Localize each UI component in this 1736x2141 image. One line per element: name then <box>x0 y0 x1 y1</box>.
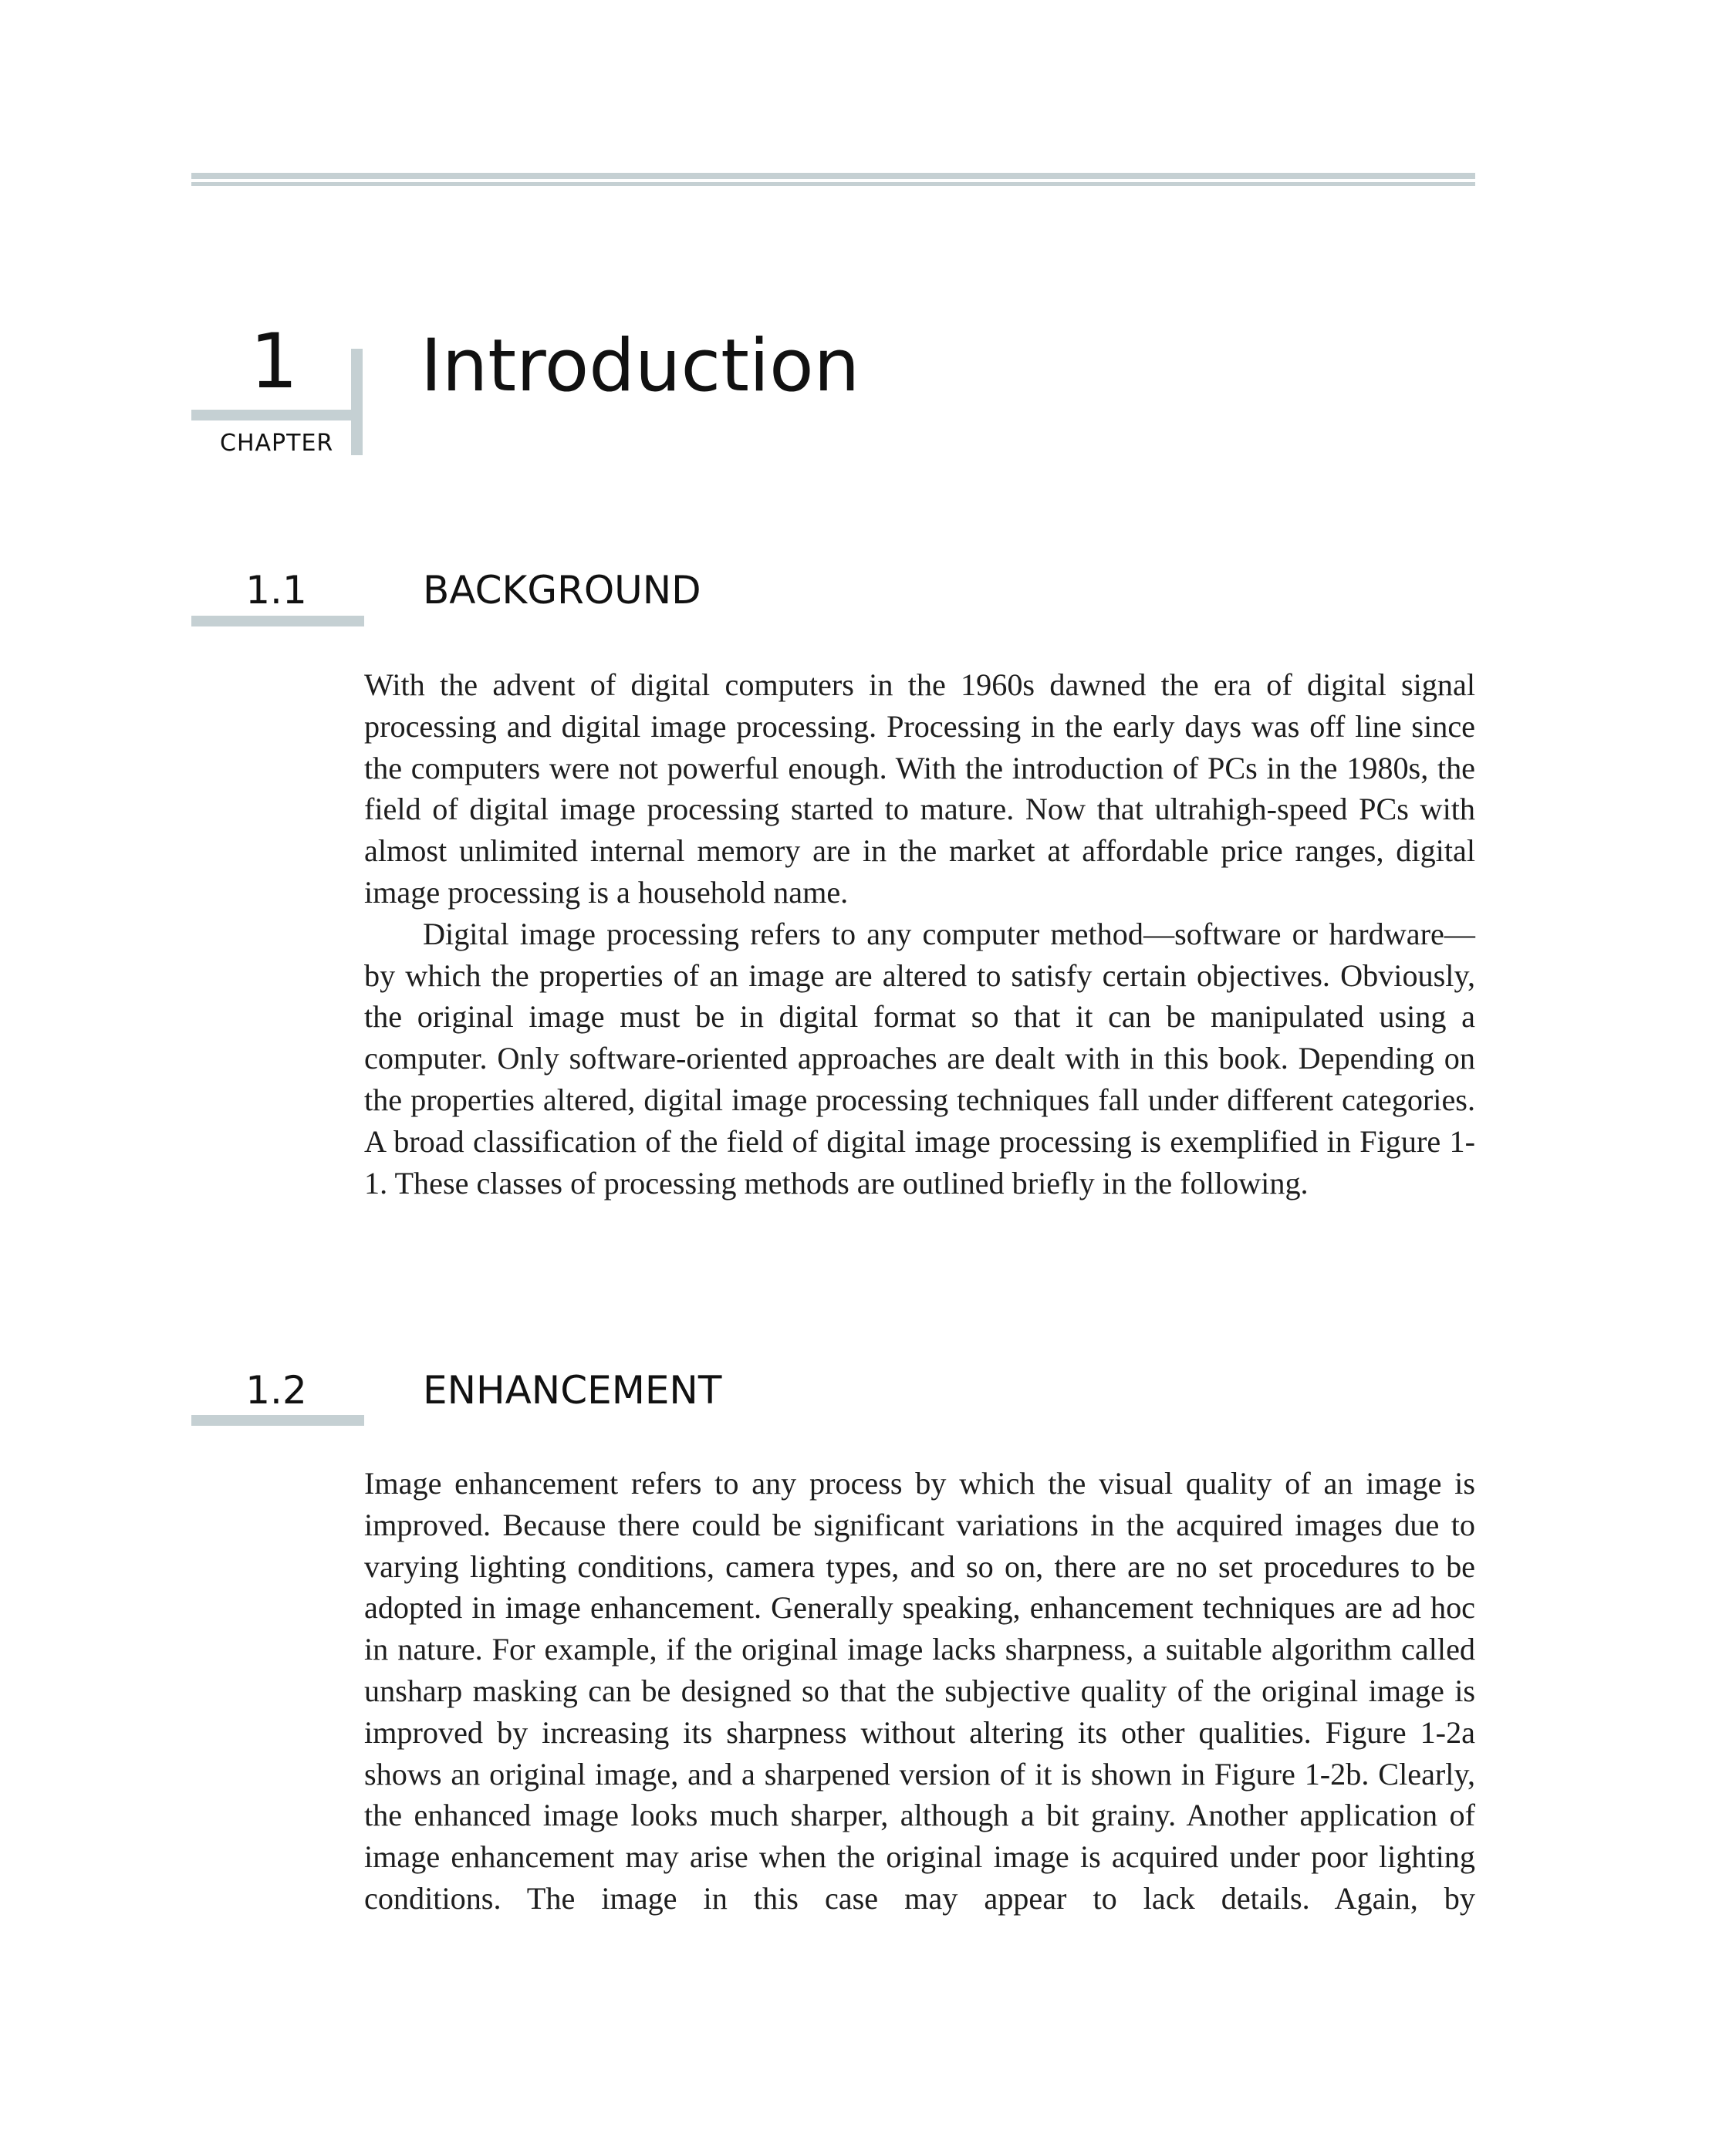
chapter-number: 1 <box>249 318 299 406</box>
section-number: 1.2 <box>245 1368 307 1413</box>
header-rule-top <box>191 173 1475 179</box>
paragraph: Image enhancement refers to any process by which the visual quality of an image is improved. Because there could be significant variations in the acquired images due to varying lighting conditions, camera types, and so on, there are no set procedures to be adopted in image enhancement. Generally speaking, enhancement techniques are ad hoc in nature. For example, if the original image lacks sharpness, a suitable algorithm called unsharp masking can be designed so that the subjective quality of the original image is improved by increasing its sharpness without altering its other qualities. Figure 1-2a shows an original image, and a sharpened version of it is shown in Figure 1-2b. Clearly, the enhanced image looks much sharper, although a bit grainy. Another application of image enhancement may arise when the original image is acquired under poor lighting conditions. The image in this case may appear to lack details. Again, by <box>364 1466 1475 1916</box>
section-rule <box>191 1415 364 1426</box>
section-title: BACKGROUND <box>423 568 701 613</box>
section-rule <box>191 616 364 626</box>
chapter-rule-horizontal <box>191 410 363 420</box>
paragraph: With the advent of digital computers in the 1960s dawned the era of digital signal processing and digital image processing. Processing in the early days was off line since the computers were not powerful enough. With the introduction of PCs in the 1980s, the field of digital image processing started to mature. Now that ultrahigh-speed PCs with almost unlimited internal memory are in the market at affordable price ranges, digital image processing is a household name. <box>364 667 1475 910</box>
chapter-label: CHAPTER <box>220 430 334 457</box>
section-body <box>364 1463 1475 1920</box>
header-rule-bottom <box>191 182 1475 186</box>
paragraph: Digital image processing refers to any computer method—software or hardware—by which the properties of an image are altered to satisfy certain objectives. Obviously, the original image must be in digital format so that it can be manipulated using a computer. Only software-oriented approaches are dealt with in this book. Depending on the properties altered, digital image processing techniques fall under different categories. A broad classification of the field of digital image processing is exemplified in Figure 1-1. These classes of processing methods are outlined briefly in the following. <box>364 916 1475 1201</box>
section-body <box>364 664 1475 1204</box>
chapter-rule-vertical <box>351 349 363 455</box>
section-title: ENHANCEMENT <box>423 1368 722 1413</box>
chapter-title: Introduction <box>420 324 860 408</box>
section-number: 1.1 <box>245 568 307 613</box>
